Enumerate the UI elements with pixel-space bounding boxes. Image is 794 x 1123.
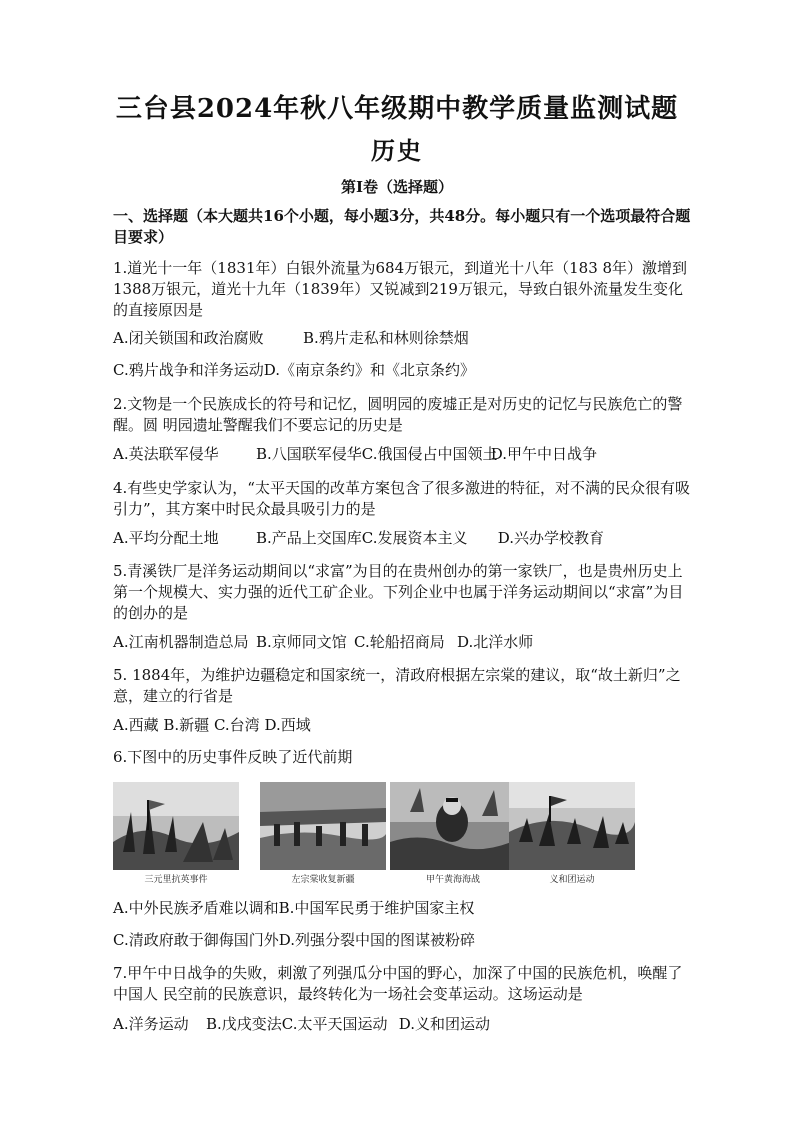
question-6-images: [113, 782, 653, 886]
option-c: C.台湾: [213, 716, 260, 734]
exam-subject: 历史: [371, 136, 423, 165]
caption-2: 左宗棠收复新疆: [291, 875, 355, 885]
image-yellow-sea: [390, 782, 516, 886]
option-a: A.江南机器制造总局: [113, 633, 249, 651]
option-d: D.列强分裂中国的图谋被粉碎: [278, 931, 475, 949]
option-a: A.平均分配土地: [113, 529, 219, 547]
question-5b-stem: 5. 1884年，为维护边疆稳定和国家统一，清政府根据左宗棠的建议，取“故土新归”之意，建立的行省是: [113, 666, 681, 705]
caption-4: 义和团运动: [549, 875, 595, 885]
option-a: A.洋务运动: [113, 1015, 189, 1033]
question-4-options: [113, 528, 713, 549]
image-xinjiang: [260, 782, 386, 886]
option-d: D.北洋水师: [457, 633, 534, 651]
question-4-stem: 4.有些史学家认为，“太平天国的改革方案包含了很多激进的特征，对不满的民众很有吸引力”，其方案中时民众最具吸引力的是: [113, 479, 690, 518]
question-1-options-row1: [113, 328, 713, 349]
question-2-options: [113, 444, 713, 465]
option-b: B.戊戌变法: [206, 1015, 282, 1033]
sanyuanli-illustration: [113, 782, 239, 870]
option-b: B.八国联军侵华: [256, 445, 362, 463]
xinjiang-illustration: [260, 782, 386, 870]
caption-1: 三元里抗英事件: [144, 875, 208, 885]
option-d: D.义和团运动: [398, 1015, 491, 1033]
option-c: C.清政府敢于御侮国门外: [113, 931, 279, 949]
question-5a-options: [113, 632, 713, 653]
option-c: C.太平天国运动: [281, 1015, 388, 1033]
option-b: B.产品上交国库: [256, 529, 362, 547]
option-b: B.中国军民勇于维护国家主权: [278, 899, 475, 917]
option-d: D.《南京条约》和《北京条约》: [263, 361, 475, 379]
option-b: B.新疆: [163, 716, 210, 734]
option-c: C.俄国侵占中国领土: [361, 445, 498, 463]
boxer-illustration: [509, 782, 635, 870]
question-7-stem: 7.甲午中日战争的失败，刺激了列强瓜分中国的野心，加深了中国的民族危机，唤醒了中国人 民空前的民族意识，最终转化为一场社会变革运动。这场运动是: [113, 964, 683, 1003]
caption-3: 甲午黄海海战: [425, 875, 480, 885]
exam-title: 三台县2024年秋八年级期中教学质量监测试题: [115, 94, 679, 124]
section-heading: 一、选择题（本大题共16个小题，每小题3分，共48分。每小题只有一个选项最符合题目要求）: [113, 207, 691, 246]
option-d: D.甲午中日战争: [490, 445, 598, 463]
volume-heading: 第Ⅰ卷（选择题）: [340, 178, 454, 196]
question-6-options-row2: [113, 930, 713, 951]
question-6-options-row1: [113, 898, 713, 919]
option-a: A.英法联军侵华: [113, 445, 219, 463]
option-a: A.西藏: [113, 716, 159, 734]
question-5a-stem: 5.青溪铁厂是洋务运动期间以“求富”为目的在贵州创办的第一家铁厂，也是贵州历史上第一个规模大、实力强的近代工矿企业。下列企业中也属于洋务运动期间以“求富”为目的创办的是: [113, 562, 684, 622]
question-1-options-row2: [113, 360, 713, 381]
yellow-sea-illustration: [390, 782, 516, 870]
question-5b-options: [113, 715, 713, 736]
image-sanyuanli: [113, 782, 239, 886]
option-c: C.鸦片战争和洋务运动: [113, 361, 264, 379]
option-c: C.发展资本主义: [361, 529, 468, 547]
question-2-stem: 2.文物是一个民族成长的符号和记忆，圆明园的废墟正是对历史的记忆与民族危亡的警醒。圆 明园遗址警醒我们不要忘记的历史是: [113, 395, 683, 434]
option-a: A.闭关锁国和政治腐败: [113, 329, 264, 347]
option-a: A.中外民族矛盾难以调和: [113, 899, 279, 917]
option-c: C.轮船招商局: [354, 633, 445, 651]
option-d: D.西域: [264, 716, 311, 734]
option-b: B.京师同文馆: [256, 633, 347, 651]
question-6-stem: 6.下图中的历史事件反映了近代前期: [113, 748, 353, 766]
option-b: B.鸦片走私和林则徐禁烟: [303, 329, 469, 347]
question-1-stem: 1.道光十一年（1831年）白银外流量为684万银元，到道光十八年（183 8年）激增到1388万银元，道光十九年（1839年）又锐减到219万银元，导致白银外流量发生变化的直接原因是: [113, 259, 688, 319]
question-7-options: [113, 1014, 713, 1035]
option-d: D.兴办学校教育: [497, 529, 605, 547]
image-boxer: [509, 782, 635, 886]
